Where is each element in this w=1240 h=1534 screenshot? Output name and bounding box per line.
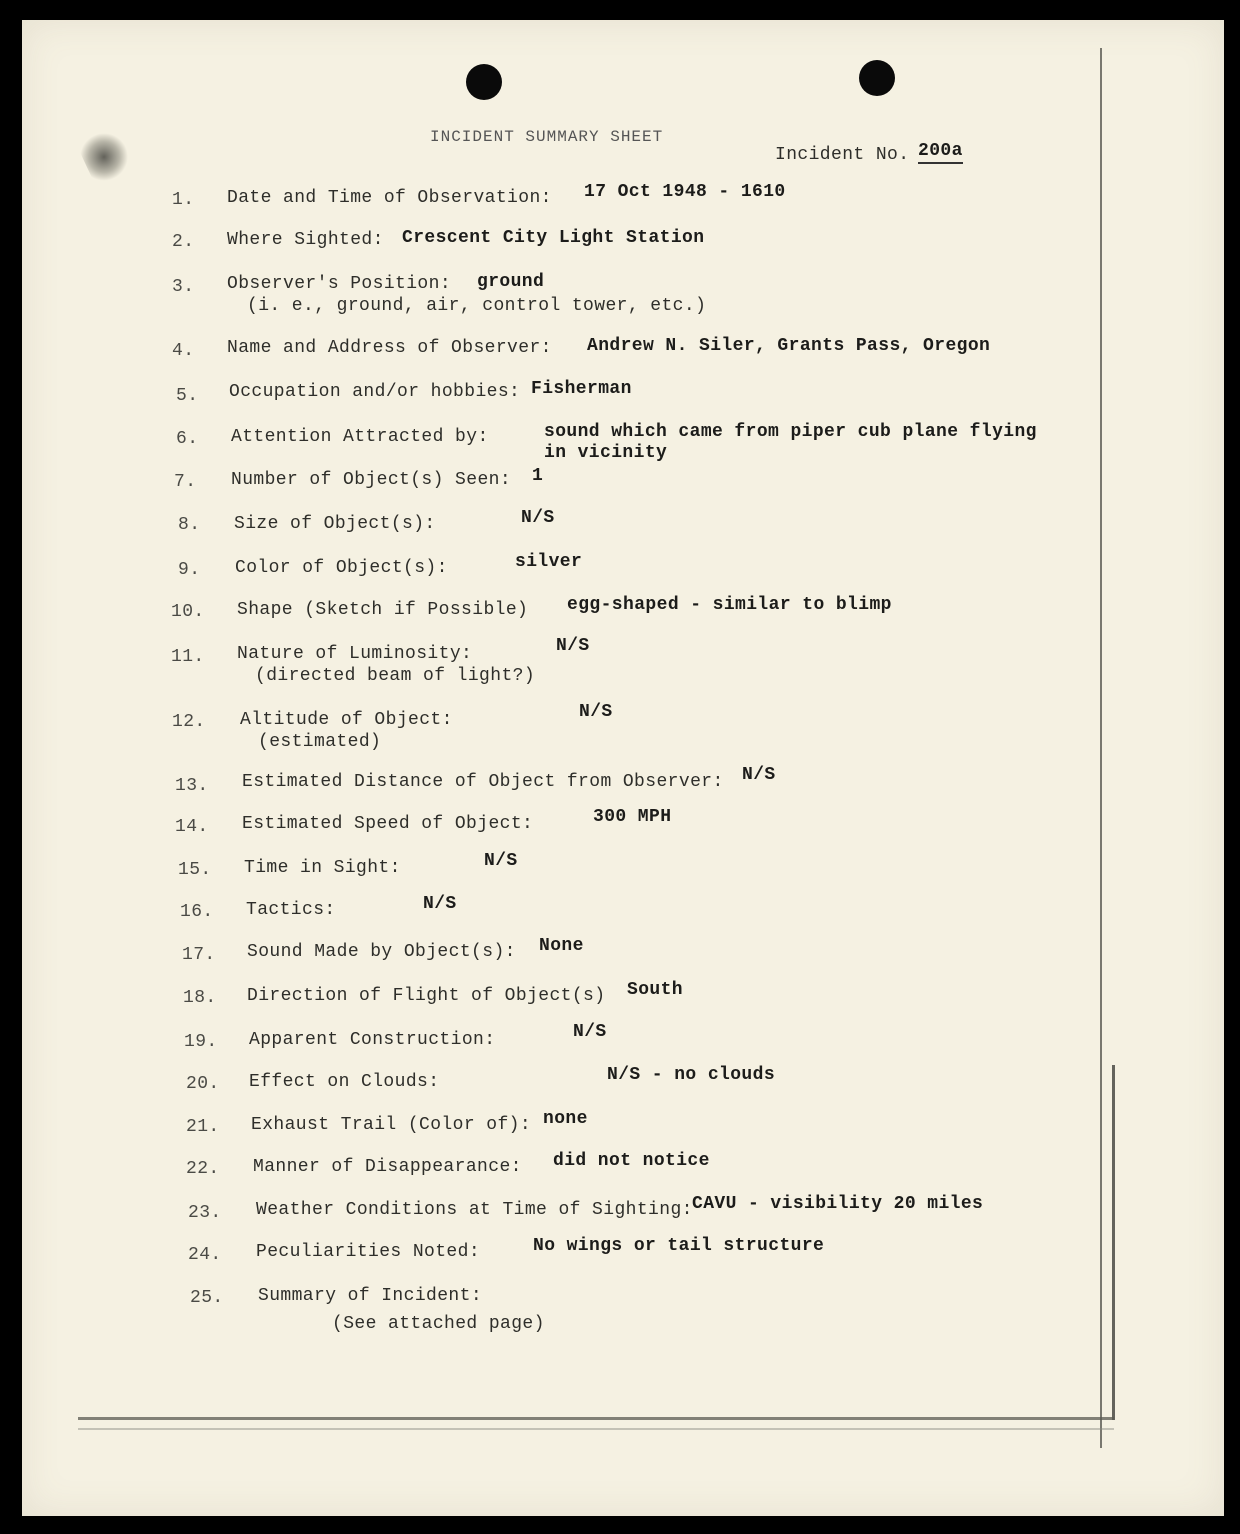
- incident-number: 200a: [918, 141, 963, 164]
- item-24-number: 24.: [188, 1245, 222, 1265]
- item-11-label: Nature of Luminosity:: [237, 644, 473, 664]
- item-13-number: 13.: [175, 776, 209, 796]
- item-5-number: 5.: [176, 386, 199, 406]
- item-14-value: 300 MPH: [593, 807, 672, 827]
- item-7-number: 7.: [174, 472, 197, 492]
- margin-line-vertical: [1100, 48, 1102, 1448]
- item-7-value: 1: [532, 466, 544, 486]
- item-15-value: N/S: [484, 851, 518, 871]
- item-5-label: Occupation and/or hobbies:: [229, 382, 521, 402]
- item-25-sublabel: (See attached page): [332, 1314, 545, 1334]
- item-6-number: 6.: [176, 429, 199, 449]
- item-1-number: 1.: [172, 190, 195, 210]
- item-3-value: ground: [477, 272, 545, 292]
- item-3-sublabel: (i. e., ground, air, control tower, etc.): [247, 296, 707, 316]
- item-5-value: Fisherman: [531, 379, 632, 399]
- item-14-label: Estimated Speed of Object:: [242, 814, 534, 834]
- item-16-value: N/S: [423, 894, 457, 914]
- bottom-rule-faint: [78, 1428, 1114, 1430]
- item-3-number: 3.: [172, 277, 195, 297]
- item-12-value: N/S: [579, 702, 613, 722]
- item-15-number: 15.: [178, 860, 212, 880]
- item-18-value: South: [627, 980, 684, 1000]
- item-13-label: Estimated Distance of Object from Observer:: [242, 772, 724, 792]
- item-10-label: Shape (Sketch if Possible): [237, 600, 529, 620]
- incident-number-label: Incident No.: [775, 145, 910, 165]
- item-20-value: N/S - no clouds: [607, 1065, 776, 1085]
- item-2-number: 2.: [172, 232, 195, 252]
- item-16-number: 16.: [180, 902, 214, 922]
- ink-smudge: [76, 125, 136, 187]
- item-14-number: 14.: [175, 817, 209, 837]
- item-22-value: did not notice: [553, 1151, 710, 1171]
- item-10-number: 10.: [171, 602, 205, 622]
- item-19-label: Apparent Construction:: [249, 1030, 496, 1050]
- sheet-title: INCIDENT SUMMARY SHEET: [430, 128, 664, 146]
- item-24-value: No wings or tail structure: [533, 1236, 825, 1256]
- item-8-label: Size of Object(s):: [234, 514, 436, 534]
- item-10-value: egg-shaped - similar to blimp: [567, 595, 892, 615]
- item-11-number: 11.: [171, 647, 205, 667]
- item-13-value: N/S: [742, 765, 776, 785]
- item-25-number: 25.: [190, 1288, 224, 1308]
- item-24-label: Peculiarities Noted:: [256, 1242, 481, 1262]
- item-2-label: Where Sighted:: [227, 230, 384, 250]
- item-20-number: 20.: [186, 1074, 220, 1094]
- item-17-value: None: [539, 936, 584, 956]
- item-2-value: Crescent City Light Station: [402, 228, 705, 248]
- item-6-value-cont: in vicinity: [544, 443, 668, 463]
- punch-hole-left: [466, 64, 502, 100]
- item-18-number: 18.: [183, 988, 217, 1008]
- item-1-label: Date and Time of Observation:: [227, 188, 552, 208]
- item-20-label: Effect on Clouds:: [249, 1072, 440, 1092]
- item-12-label: Altitude of Object:: [240, 710, 453, 730]
- item-17-label: Sound Made by Object(s):: [247, 942, 516, 962]
- item-6-label: Attention Attracted by:: [231, 427, 489, 447]
- item-25-label: Summary of Incident:: [258, 1286, 483, 1306]
- item-4-label: Name and Address of Observer:: [227, 338, 552, 358]
- item-19-value: N/S: [573, 1022, 607, 1042]
- item-4-value: Andrew N. Siler, Grants Pass, Oregon: [587, 336, 991, 356]
- punch-hole-right: [859, 60, 895, 96]
- item-19-number: 19.: [184, 1032, 218, 1052]
- item-12-sublabel: (estimated): [258, 732, 382, 752]
- item-4-number: 4.: [172, 341, 195, 361]
- item-9-label: Color of Object(s):: [235, 558, 448, 578]
- item-11-value: N/S: [556, 636, 590, 656]
- item-1-value: 17 Oct 1948 - 1610: [584, 182, 786, 202]
- item-9-number: 9.: [178, 560, 201, 580]
- document-page: [22, 20, 1224, 1516]
- item-22-label: Manner of Disappearance:: [253, 1157, 522, 1177]
- margin-line-vertical-lower: [1112, 1065, 1115, 1420]
- item-7-label: Number of Object(s) Seen:: [231, 470, 512, 490]
- item-16-label: Tactics:: [246, 900, 336, 920]
- item-8-number: 8.: [178, 515, 201, 535]
- item-8-value: N/S: [521, 508, 555, 528]
- item-6-value: sound which came from piper cub plane flying: [544, 422, 1037, 442]
- item-15-label: Time in Sight:: [244, 858, 401, 878]
- item-23-number: 23.: [188, 1203, 222, 1223]
- bottom-rule: [78, 1417, 1114, 1420]
- item-21-label: Exhaust Trail (Color of):: [251, 1115, 532, 1135]
- item-23-value: CAVU - visibility 20 miles: [692, 1194, 984, 1214]
- item-21-value: none: [543, 1109, 588, 1129]
- item-17-number: 17.: [182, 945, 216, 965]
- item-23-label: Weather Conditions at Time of Sighting:: [256, 1200, 693, 1220]
- item-3-label: Observer's Position:: [227, 274, 452, 294]
- item-18-label: Direction of Flight of Object(s): [247, 986, 606, 1006]
- item-22-number: 22.: [186, 1159, 220, 1179]
- item-12-number: 12.: [172, 712, 206, 732]
- item-9-value: silver: [515, 552, 583, 572]
- item-21-number: 21.: [186, 1117, 220, 1137]
- item-11-sublabel: (directed beam of light?): [255, 666, 536, 686]
